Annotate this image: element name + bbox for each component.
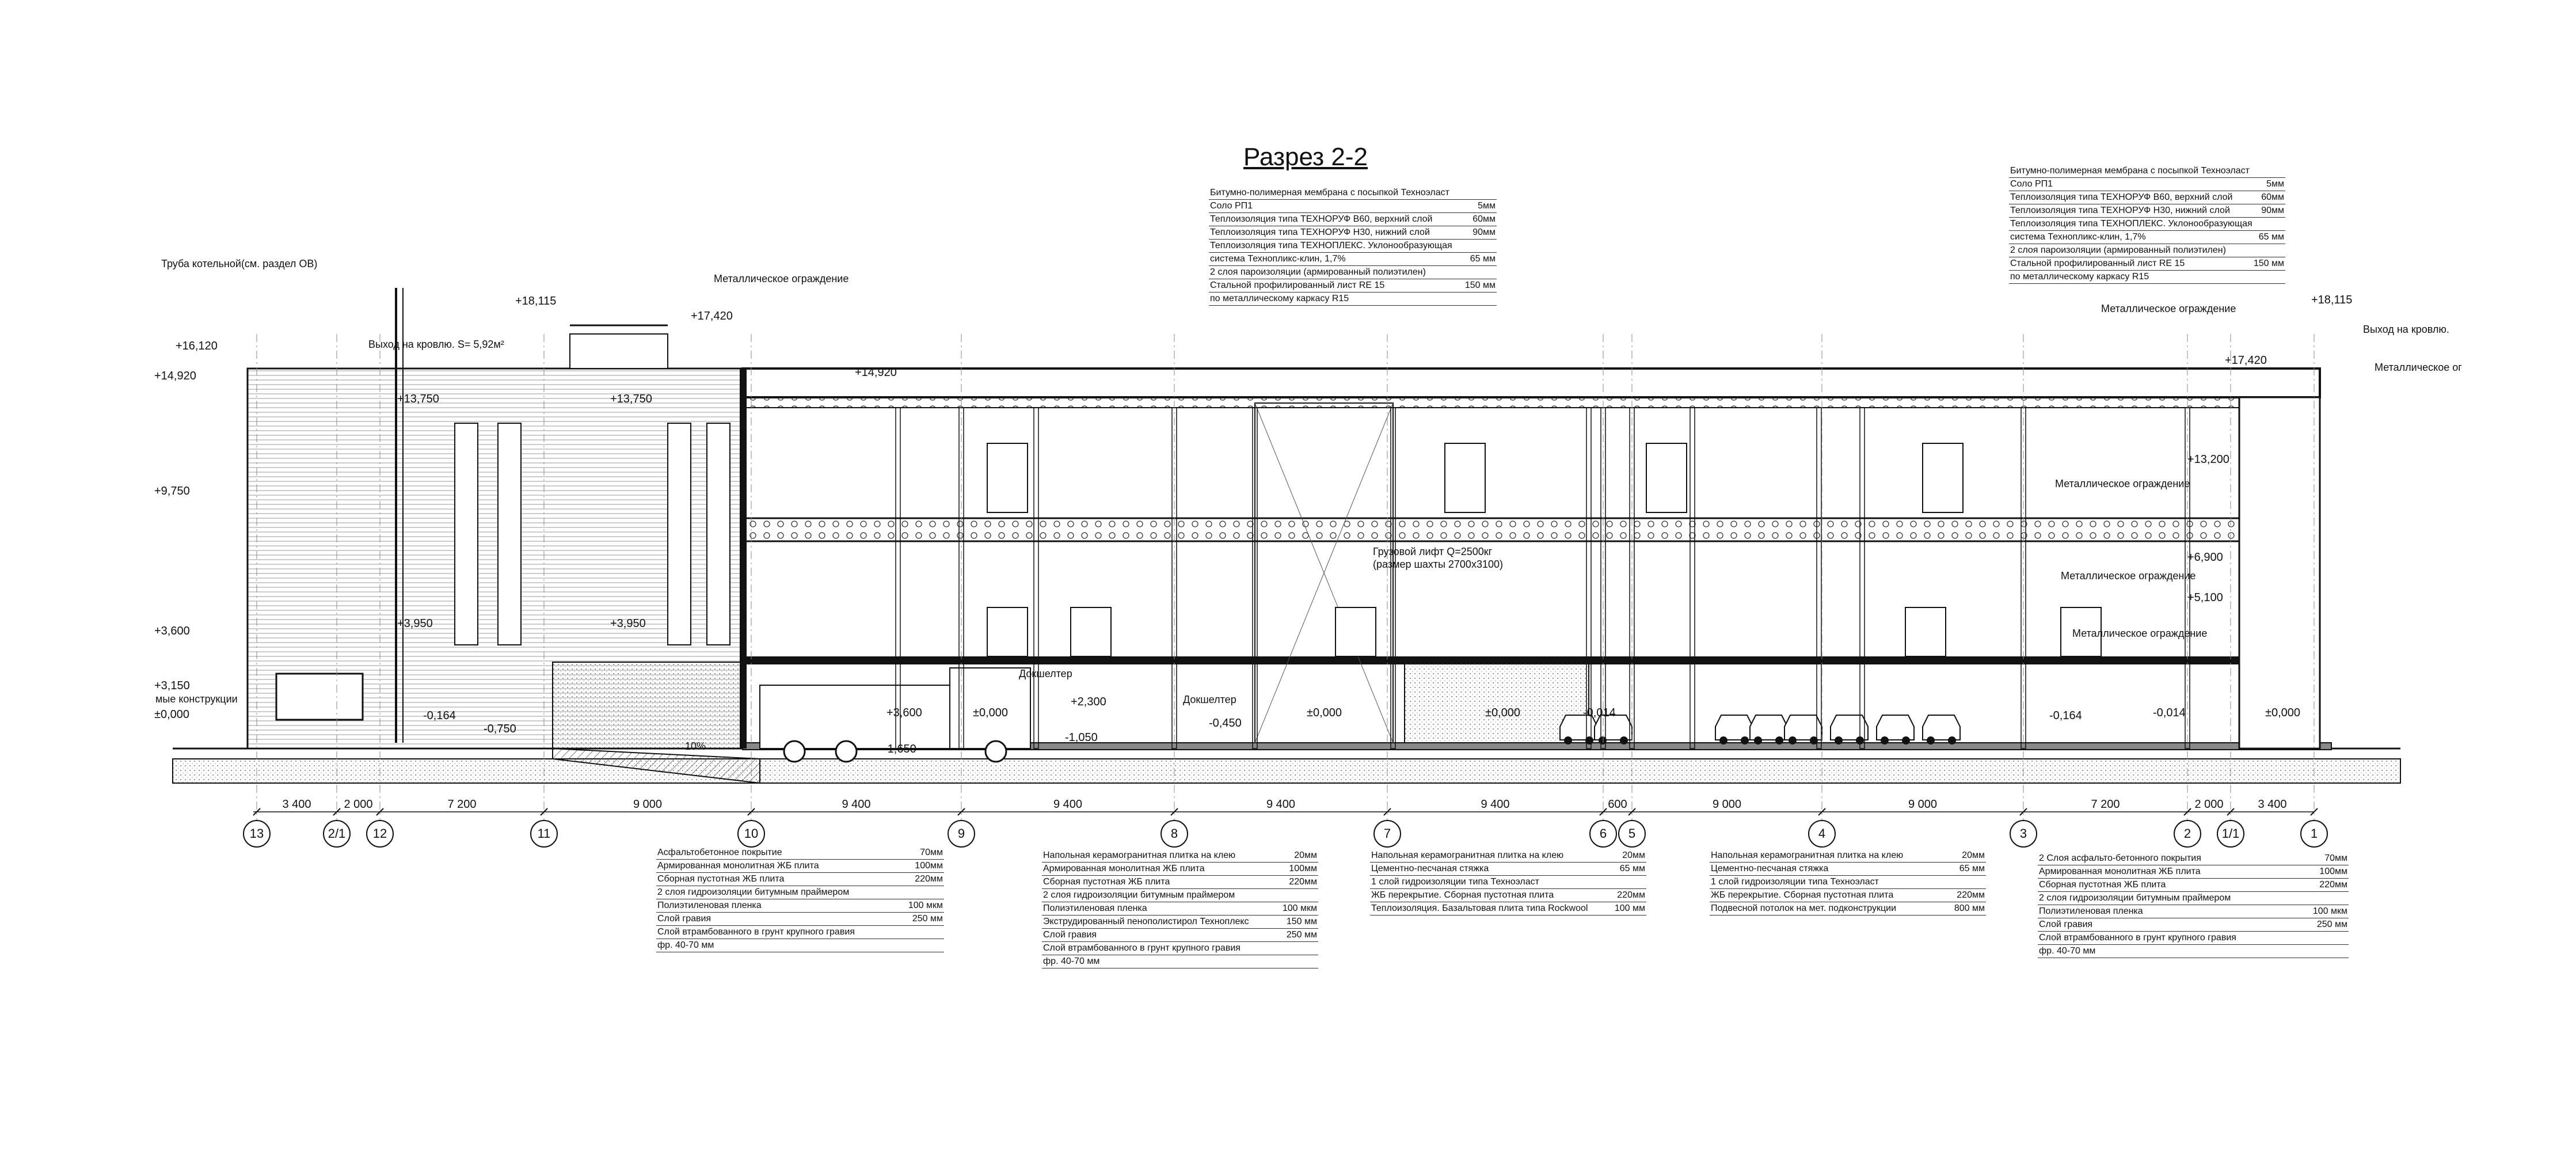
- spec-value: 65 мм: [2258, 232, 2284, 242]
- spec-value: 220мм: [915, 874, 943, 884]
- spec-row: [1710, 889, 1986, 902]
- axis-marker-7: 7: [1373, 820, 1401, 848]
- dimension-label: 600: [1608, 798, 1627, 811]
- elevation-mark: +3,600: [886, 706, 922, 719]
- elevation-mark: +18,115: [515, 295, 557, 307]
- car: [1831, 715, 1868, 744]
- spec-value: 60мм: [2261, 192, 2284, 202]
- spec-row: [2009, 244, 2285, 257]
- spec-row: [656, 860, 944, 873]
- spec-row: [1042, 955, 1318, 968]
- dimension-label: 2 000: [2194, 798, 2224, 811]
- floor-spec-ground: [1370, 849, 1646, 916]
- spec-text: Теплоизоляция типа ТЕХНОПЛЕКС. Уклонообразующая: [1210, 241, 1452, 250]
- spec-text: фр. 40-70 мм: [657, 940, 714, 950]
- spec-value: 150 мм: [1286, 917, 1317, 926]
- roof-exit-box: [570, 334, 668, 369]
- dimension-label: 3 400: [2258, 798, 2287, 811]
- spec-text: 2 слоя гидроизоляции битумным праймером: [1043, 890, 1235, 900]
- spec-row: [656, 886, 944, 899]
- dimension-label: 9 000: [1908, 798, 1938, 811]
- spec-text: Слой втрамбованного в грунт крупного гравия: [1043, 943, 1241, 953]
- elevation-mark: ±0,000: [1307, 706, 1342, 719]
- elevation-mark: +13,750: [397, 393, 439, 405]
- spec-value: 220мм: [1289, 877, 1317, 887]
- spec-row: [2009, 231, 2285, 244]
- spec-text: 2 слоя пароизоляции (армированный полиэтилен): [2010, 245, 2226, 255]
- window: [987, 607, 1028, 656]
- metal-fence-right1-label: Металлическое ограждение: [2101, 303, 2236, 314]
- floor-spec-parking-right: [2038, 852, 2349, 958]
- spec-row: [1209, 213, 1497, 226]
- boiler-pipe-label: Труба котельной(см. раздел ОВ): [161, 258, 318, 269]
- spec-row: [1370, 863, 1646, 876]
- slab-level2: [743, 518, 2239, 541]
- spec-text: 1 слой гидроизоляции типа Техноэласт: [1711, 877, 1879, 887]
- spec-value: 60мм: [1472, 214, 1496, 224]
- car: [1923, 715, 1960, 744]
- spec-row: [1042, 849, 1318, 863]
- spec-text: Теплоизоляция типа ТЕХНОРУФ В60, верхний слой: [1210, 214, 1433, 224]
- spec-text: Полиэтиленовая пленка: [657, 901, 762, 910]
- spec-text: Битумно-полимерная мембрана с посыпкой Техноэласт: [1210, 188, 1449, 197]
- spec-row: [2009, 178, 2285, 191]
- elevation-mark: ±0,000: [2265, 706, 2301, 719]
- spec-row: [1710, 902, 1986, 916]
- metal-fence-right2-label: Металлическое ог: [2375, 362, 2462, 373]
- spec-row: [2009, 271, 2285, 284]
- floor-spec-parking-left: [656, 846, 944, 952]
- spec-row: [1042, 942, 1318, 955]
- elevation-mark: ±0,000: [973, 706, 1009, 719]
- spec-value: 100мм: [1289, 864, 1317, 873]
- dimension-label: 7 200: [447, 798, 477, 811]
- elevation-mark: +2,300: [1071, 696, 1106, 708]
- elevation-mark: -0,750: [484, 723, 516, 735]
- floor-spec-unloading: [1042, 849, 1318, 968]
- window: [1905, 607, 1946, 656]
- spec-text: Теплоизоляция. Базальтовая плита типа Rockwool: [1371, 903, 1588, 913]
- spec-text: Армированная монолитная ЖБ плита: [1043, 864, 1205, 873]
- spec-value: 220мм: [1957, 890, 1985, 900]
- dimension-label: 9 000: [633, 798, 663, 811]
- axis-marker-2-1: 2/1: [323, 820, 351, 848]
- spec-text: фр. 40-70 мм: [2039, 946, 2096, 956]
- axis-marker-10: 10: [737, 820, 765, 848]
- spec-value: 5мм: [1478, 201, 1496, 211]
- spec-row: [1370, 889, 1646, 902]
- left-main-wall: [740, 369, 747, 749]
- spec-row: [2009, 218, 2285, 231]
- elevation-mark: +17,420: [691, 310, 733, 322]
- spec-value: 5мм: [2266, 179, 2284, 189]
- spec-row: [1710, 876, 1986, 889]
- elevation-mark: +5,100: [2187, 591, 2223, 604]
- spec-text: Напольная керамогранитная плитка на клею: [1043, 850, 1236, 860]
- spec-row: [2009, 257, 2285, 271]
- axis-marker-11: 11: [530, 820, 558, 848]
- spec-row: [1209, 279, 1497, 292]
- elevation-mark: -0,014: [1583, 706, 1616, 719]
- spec-text: Цементно-песчаная стяжка: [1711, 864, 1829, 873]
- elevation-mark: +3,950: [397, 617, 433, 630]
- spec-text: Слой гравия: [1043, 930, 1097, 940]
- spec-row: [1042, 902, 1318, 916]
- window: [668, 423, 691, 645]
- spec-text: Сборная пустотная ЖБ плита: [2039, 880, 2166, 890]
- spec-row: [1209, 240, 1497, 253]
- spec-row: [1370, 902, 1646, 916]
- spec-value: 100 мкм: [908, 901, 943, 910]
- spec-text: Напольная керамогранитная плитка на клею: [1371, 850, 1564, 860]
- left-block-lower: [553, 662, 743, 749]
- left-block-opening: [276, 674, 363, 720]
- roof-spec-right: [2009, 165, 2285, 284]
- axis-marker-9: 9: [948, 820, 975, 848]
- spec-value: 150 мм: [2253, 259, 2284, 268]
- car: [1877, 715, 1914, 744]
- spec-value: 250 мм: [912, 914, 943, 924]
- column: [1817, 408, 1821, 749]
- spec-row: [1042, 929, 1318, 942]
- spec-value: 800 мм: [1954, 903, 1985, 913]
- spec-row: [2038, 932, 2349, 945]
- axis-marker-2: 2: [2174, 820, 2201, 848]
- spec-text: Цементно-песчаная стяжка: [1371, 864, 1489, 873]
- spec-text: Стальной профилированный лист RE 15: [2010, 259, 2185, 268]
- spec-text: Сборная пустотная ЖБ плита: [1043, 877, 1170, 887]
- spec-row: [1370, 876, 1646, 889]
- dock-leveller-1-label: Докшелтер: [1019, 668, 1072, 679]
- spec-value: 20мм: [1962, 850, 1985, 860]
- window: [1646, 443, 1687, 512]
- column: [1034, 408, 1038, 749]
- spec-row: [2009, 191, 2285, 204]
- window: [1335, 607, 1376, 656]
- spec-value: 250 мм: [1286, 930, 1317, 940]
- spec-text: 2 слоя пароизоляции (армированный полиэтилен): [1210, 267, 1426, 277]
- spec-value: 220мм: [1617, 890, 1645, 900]
- elevation-mark: -1,050: [1065, 731, 1098, 744]
- axis-marker-3: 3: [2010, 820, 2037, 848]
- spec-text: 2 слоя гидроизоляции битумным праймером: [2039, 893, 2231, 903]
- elevation-mark: +13,750: [610, 393, 652, 405]
- spec-row: [1370, 849, 1646, 863]
- spec-text: Асфальтобетонное покрытие: [657, 848, 782, 857]
- metal-fence-right3-label: Металлическое ограждение: [2055, 478, 2190, 489]
- spec-text: Соло РП1: [2010, 179, 2053, 189]
- roof-exit-left-label: Выход на кровлю. S= 5,92м²: [368, 339, 504, 350]
- dimension-label: 9 400: [1053, 798, 1083, 811]
- spec-text: ЖБ перекрытие. Сборная пустотная плита: [1371, 890, 1554, 900]
- elevation-mark: +16,120: [176, 340, 218, 352]
- axis-marker-1: 1: [2300, 820, 2328, 848]
- spec-text: по металлическому каркасу R15: [2010, 272, 2149, 282]
- spec-value: 100 мкм: [1282, 903, 1317, 913]
- spec-text: 1 слой гидроизоляции типа Техноэласт: [1371, 877, 1539, 887]
- spec-text: система Технопликс-клин, 1,7%: [2010, 232, 2146, 242]
- freight-lift-label: Грузовой лифт Q=2500кг: [1373, 546, 1493, 557]
- spec-row: [1209, 200, 1497, 213]
- spec-text: Теплоизоляция типа ТЕХНОПЛЕКС. Уклонообразующая: [2010, 219, 2252, 229]
- spec-row: [1042, 916, 1318, 929]
- dock-leveller-2-label: Докшелтер: [1183, 694, 1236, 705]
- spec-text: Сборная пустотная ЖБ плита: [657, 874, 785, 884]
- elevation-mark: +17,420: [2225, 354, 2267, 367]
- elevation-mark: +3,600: [154, 625, 190, 637]
- spec-text: 2 слоя гидроизоляции битумным праймером: [657, 887, 850, 897]
- right-stair-core: [2239, 397, 2320, 749]
- spec-text: Теплоизоляция типа ТЕХНОРУФ Н30, нижний слой: [2010, 206, 2230, 215]
- spec-value: 220мм: [2319, 880, 2347, 890]
- elevation-mark: +9,750: [154, 485, 190, 497]
- dimension-label: 7 200: [2091, 798, 2120, 811]
- spec-value: 100 мм: [1614, 903, 1645, 913]
- axis-marker-4: 4: [1808, 820, 1836, 848]
- axis-marker-1-1: 1/1: [2217, 820, 2244, 848]
- elevation-mark: ±0,000: [1485, 706, 1521, 719]
- spec-text: Экструдированный пенополистирол Техноплекс: [1043, 917, 1249, 926]
- roof-spec-center: [1209, 187, 1497, 306]
- spec-text: Полиэтиленовая пленка: [1043, 903, 1147, 913]
- spec-text: ЖБ перекрытие. Сборная пустотная плита: [1711, 890, 1894, 900]
- dimension-label: 9 000: [1712, 798, 1742, 811]
- elevation-mark: +13,200: [2187, 453, 2229, 466]
- spec-row: [2038, 905, 2349, 918]
- spec-row: [1209, 253, 1497, 266]
- elevation-mark: +3,150: [154, 679, 190, 692]
- slope-label: 10%: [685, 740, 706, 752]
- spec-text: фр. 40-70 мм: [1043, 956, 1100, 966]
- spec-row: [1209, 226, 1497, 240]
- ground-strip: [173, 759, 2400, 783]
- spec-value: 65 мм: [1619, 864, 1645, 873]
- window: [1923, 443, 1963, 512]
- spec-row: [1042, 876, 1318, 889]
- spec-text: система Технопликс-клин, 1,7%: [1210, 254, 1346, 264]
- spec-row: [656, 913, 944, 926]
- spec-text: Слой втрамбованного в грунт крупного гравия: [2039, 933, 2236, 943]
- roof-exit-right-label: Выход на кровлю.: [2363, 324, 2449, 335]
- spec-text: Соло РП1: [1210, 201, 1253, 211]
- window: [498, 423, 521, 645]
- spec-row: [2009, 165, 2285, 178]
- spec-row: [1710, 863, 1986, 876]
- spec-value: 100мм: [915, 861, 943, 871]
- spec-text: Теплоизоляция типа ТЕХНОРУФ Н30, нижний слой: [1210, 227, 1430, 237]
- elevation-mark: +14,920: [154, 370, 196, 382]
- spec-row: [2038, 918, 2349, 932]
- elevation-mark: -0,164: [2049, 709, 2082, 722]
- spec-row: [1209, 292, 1497, 306]
- cars: [1560, 715, 1960, 744]
- dimension-label: 9 400: [842, 798, 871, 811]
- elevation-mark: +3,950: [610, 617, 646, 630]
- elevation-mark: -0,014: [2153, 706, 2186, 719]
- spec-text: Полиэтиленовая пленка: [2039, 906, 2143, 916]
- axis-marker-6: 6: [1589, 820, 1617, 848]
- car: [1750, 715, 1787, 744]
- section-title: Разрез 2-2: [1243, 143, 1368, 171]
- window: [1071, 607, 1111, 656]
- spec-text: Напольная керамогранитная плитка на клею: [1711, 850, 1904, 860]
- window: [1445, 443, 1485, 512]
- spec-text: Подвесной потолок на мет. подконструкции: [1711, 903, 1897, 913]
- elevation-mark: +18,115: [2311, 294, 2353, 306]
- spec-value: 70мм: [920, 848, 943, 857]
- spec-value: 90мм: [2261, 206, 2284, 215]
- spec-text: Слой втрамбованного в грунт крупного гравия: [657, 927, 855, 937]
- main-roof: [743, 369, 2320, 397]
- car: [1715, 715, 1753, 744]
- window: [455, 423, 478, 645]
- spec-row: [656, 873, 944, 886]
- spec-value: 90мм: [1472, 227, 1496, 237]
- spec-value: 100мм: [2319, 867, 2347, 876]
- elevation-mark: -1,650: [884, 743, 916, 755]
- spec-text: Стальной профилированный лист RE 15: [1210, 280, 1385, 290]
- spec-row: [1042, 889, 1318, 902]
- spec-text: Слой гравия: [2039, 920, 2093, 929]
- spec-row: [2038, 865, 2349, 879]
- spec-row: [656, 926, 944, 939]
- window: [707, 423, 730, 645]
- spec-row: [2038, 852, 2349, 865]
- dimension-label: 2 000: [344, 798, 373, 811]
- metal-fence-top-label: Металлическое ограждение: [714, 273, 849, 284]
- dimension-label: 9 400: [1266, 798, 1296, 811]
- elevation-mark: ±0,000: [154, 708, 190, 721]
- axis-marker-8: 8: [1160, 820, 1188, 848]
- spec-text: Слой гравия: [657, 914, 711, 924]
- spec-value: 100 мкм: [2312, 906, 2347, 916]
- spec-text: по металлическому каркасу R15: [1210, 294, 1349, 303]
- spec-text: Теплоизоляция типа ТЕХНОРУФ В60, верхний слой: [2010, 192, 2233, 202]
- dimension-label: 9 400: [1481, 798, 1510, 811]
- spec-row: [1042, 863, 1318, 876]
- spec-value: 150 мм: [1464, 280, 1496, 290]
- freight-lift-size-label: (размер шахты 2700х3100): [1373, 559, 1503, 570]
- main-roof-slab: [743, 397, 2320, 408]
- spec-value: 20мм: [1294, 850, 1317, 860]
- elevation-mark: +6,900: [2187, 551, 2223, 564]
- column: [1690, 408, 1695, 749]
- axis-marker-12: 12: [366, 820, 394, 848]
- spec-text: 2 Слоя асфальто-бетонного покрытия: [2039, 853, 2201, 863]
- spec-row: [656, 939, 944, 952]
- spec-row: [1209, 266, 1497, 279]
- spec-text: Битумно-полимерная мембрана с посыпкой Техноэласт: [2010, 166, 2250, 176]
- spec-row: [2038, 945, 2349, 958]
- spec-text: Армированная монолитная ЖБ плита: [2039, 867, 2201, 876]
- metal-fence-right5-label: Металлическое ограждение: [2072, 628, 2208, 639]
- dimension-label: 3 400: [282, 798, 311, 811]
- metal-structures-label: мые конструкции: [155, 693, 238, 705]
- axis-marker-5: 5: [1618, 820, 1646, 848]
- spec-row: [2009, 204, 2285, 218]
- spec-value: 70мм: [2324, 853, 2347, 863]
- elevation-mark: -0,164: [423, 709, 456, 722]
- elevation-mark: +14,920: [855, 366, 897, 379]
- spec-row: [2038, 892, 2349, 905]
- column: [1860, 408, 1865, 749]
- spec-row: [656, 899, 944, 913]
- axis-marker-13: 13: [243, 820, 271, 848]
- spec-value: 65 мм: [1470, 254, 1496, 264]
- metal-fence-right4-label: Металлическое ограждение: [2061, 570, 2196, 582]
- window: [987, 443, 1028, 512]
- spec-row: [656, 846, 944, 860]
- spec-row: [1209, 187, 1497, 200]
- spec-value: 20мм: [1622, 850, 1645, 860]
- floor-spec-upper: [1710, 849, 1986, 916]
- spec-row: [1710, 849, 1986, 863]
- spec-value: 250 мм: [2316, 920, 2347, 929]
- spec-row: [2038, 879, 2349, 892]
- spec-text: Армированная монолитная ЖБ плита: [657, 861, 819, 871]
- elevation-mark: -0,450: [1209, 717, 1242, 730]
- spec-value: 65 мм: [1959, 864, 1985, 873]
